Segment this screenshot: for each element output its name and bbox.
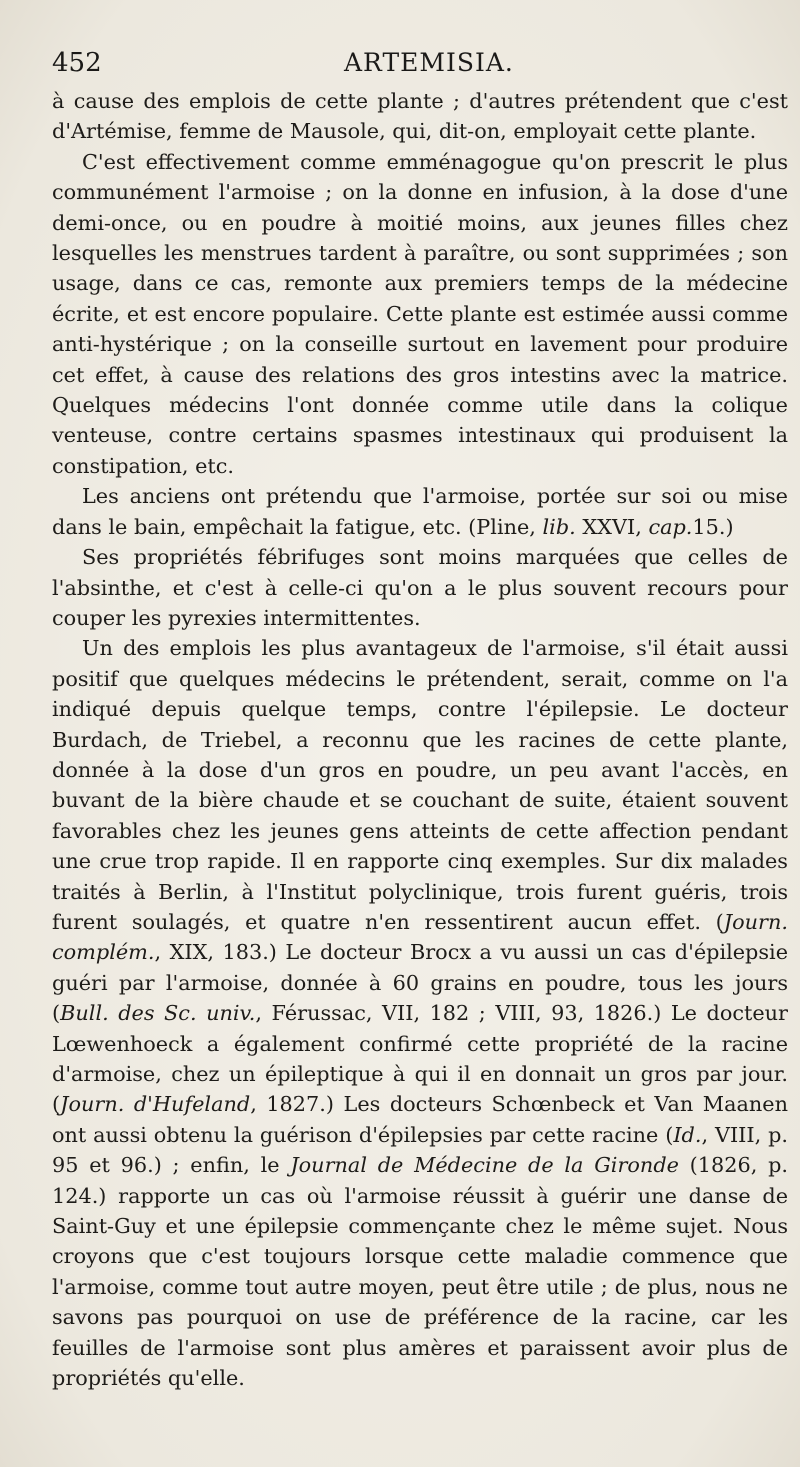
italic-run: Journ. d'Hufeland — [60, 1092, 251, 1117]
paragraph — [52, 633, 788, 1393]
text-run: Les anciens ont prétendu que l'armoise, portée sur soi ou mise dans le bain, empêchait la fatigue, etc. (Pline, — [52, 484, 788, 539]
page-number: 452 — [52, 48, 102, 78]
italic-run: Journ. complém. — [52, 909, 788, 965]
text-run: , VIII, p. 95 et 96.) ; enfin, le — [52, 1122, 789, 1178]
italic-run: lib. — [542, 514, 576, 539]
italic-run: Id. — [673, 1122, 702, 1147]
text-run: , XIX, 183.) Le docteur Brocx a vu aussi un cas d'épilepsie guéri par l'armoise, donnée à 60 grains en poudre, tous les jours ( — [52, 940, 788, 1026]
paragraph — [52, 86, 788, 147]
italic-run: Bull. des Sc. univ. — [60, 1001, 256, 1026]
text-run: (1826, p. 124.) rapporte un cas où l'armoise réussit à guérir une danse de Saint-Guy et une épilepsie commençante chez le même sujet. Nous croyons que c'est toujours lorsque cette maladie commence que l'armoise, comme tout autre moyen, peut être utile ; de plus, nous ne savons pas pourquoi on use de préférence de la racine, car les feuilles de l'armoise sont plus amères et paraissent avoir plus de propriétés qu'elle. — [52, 1153, 788, 1391]
paragraph — [52, 481, 788, 542]
text-run: à cause des emplois de cette plante ; d'autres prétendent que c'est d'Artémise, femme de Mausole, qui, dit-on, employait cette plante. — [52, 89, 788, 144]
text-run: 15.) — [692, 514, 734, 539]
page-header — [52, 44, 772, 84]
text-run: C'est effectivement comme emménagogue qu'on prescrit le plus communément l'armoise ; on la donne en infusion, à la dose d'une demi-once, ou en poudre à moitié moins, aux jeunes filles chez lesquelles les menstrues tardent à paraître, ou sont supprimées ; son usage, dans ce cas, remonte aux premiers temps de la médecine écrite, et est encore populaire. Cette plante est estimée aussi comme anti-hystérique ; on la conseille surtout en lavement pour produire cet effet, à cause des relations des gros intestins avec la matrice. Quelques médecins l'ont donnée comme utile dans la colique venteuse, contre certains spasmes intestinaux qui produisent la constipation, etc. — [52, 149, 788, 478]
paragraph — [52, 147, 788, 481]
running-title: ARTEMISIA. — [344, 48, 514, 77]
text-run: , Férussac, VII, 182 ; VIII, 93, 1826.) Le docteur Lœwenhoeck a également confirmé cette propriété de la racine d'armoise, chez un épileptique à qui il en donnait un gros par jour. ( — [52, 1001, 788, 1117]
text-run: Ses propriétés fébrifuges sont moins marquées que celles de l'absinthe, et c'est à celle-ci qu'on a le plus souvent recours pour couper les pyrexies intermittentes. — [52, 545, 788, 630]
paragraph — [52, 542, 788, 633]
text-run: Un des emplois les plus avantageux de l'armoise, s'il était aussi positif que quelques médecins le prétendent, serait, comme on l'a indiqué depuis quelque temps, contre l'épilepsie. Le docteur Burdach, de Triebel, a reconnu que les racines de cette plante, donnée à la dose d'un gros en poudre, un peu avant l'accès, en buvant de la bière chaude et se couchant de suite, étaient souvent favorables chez les jeunes gens atteints de cette affection pendant une crue trop rapide. Il en rapporte cinq exemples. Sur dix malades traités à Berlin, à l'Institut polyclinique, trois furent guéris, trois furent soulagés, et quatre n'en ressentirent aucun effet. ( — [52, 636, 788, 934]
italic-run: cap. — [648, 514, 693, 539]
body-text — [52, 86, 788, 1393]
text-run: , 1827.) Les docteurs Schœnbeck et Van Maanen ont aussi obtenu la guérison d'épilepsies par cette racine ( — [52, 1092, 788, 1147]
text-run: XXVI, — [575, 514, 649, 539]
italic-run: Journal de Médecine de la Gironde — [290, 1153, 679, 1178]
